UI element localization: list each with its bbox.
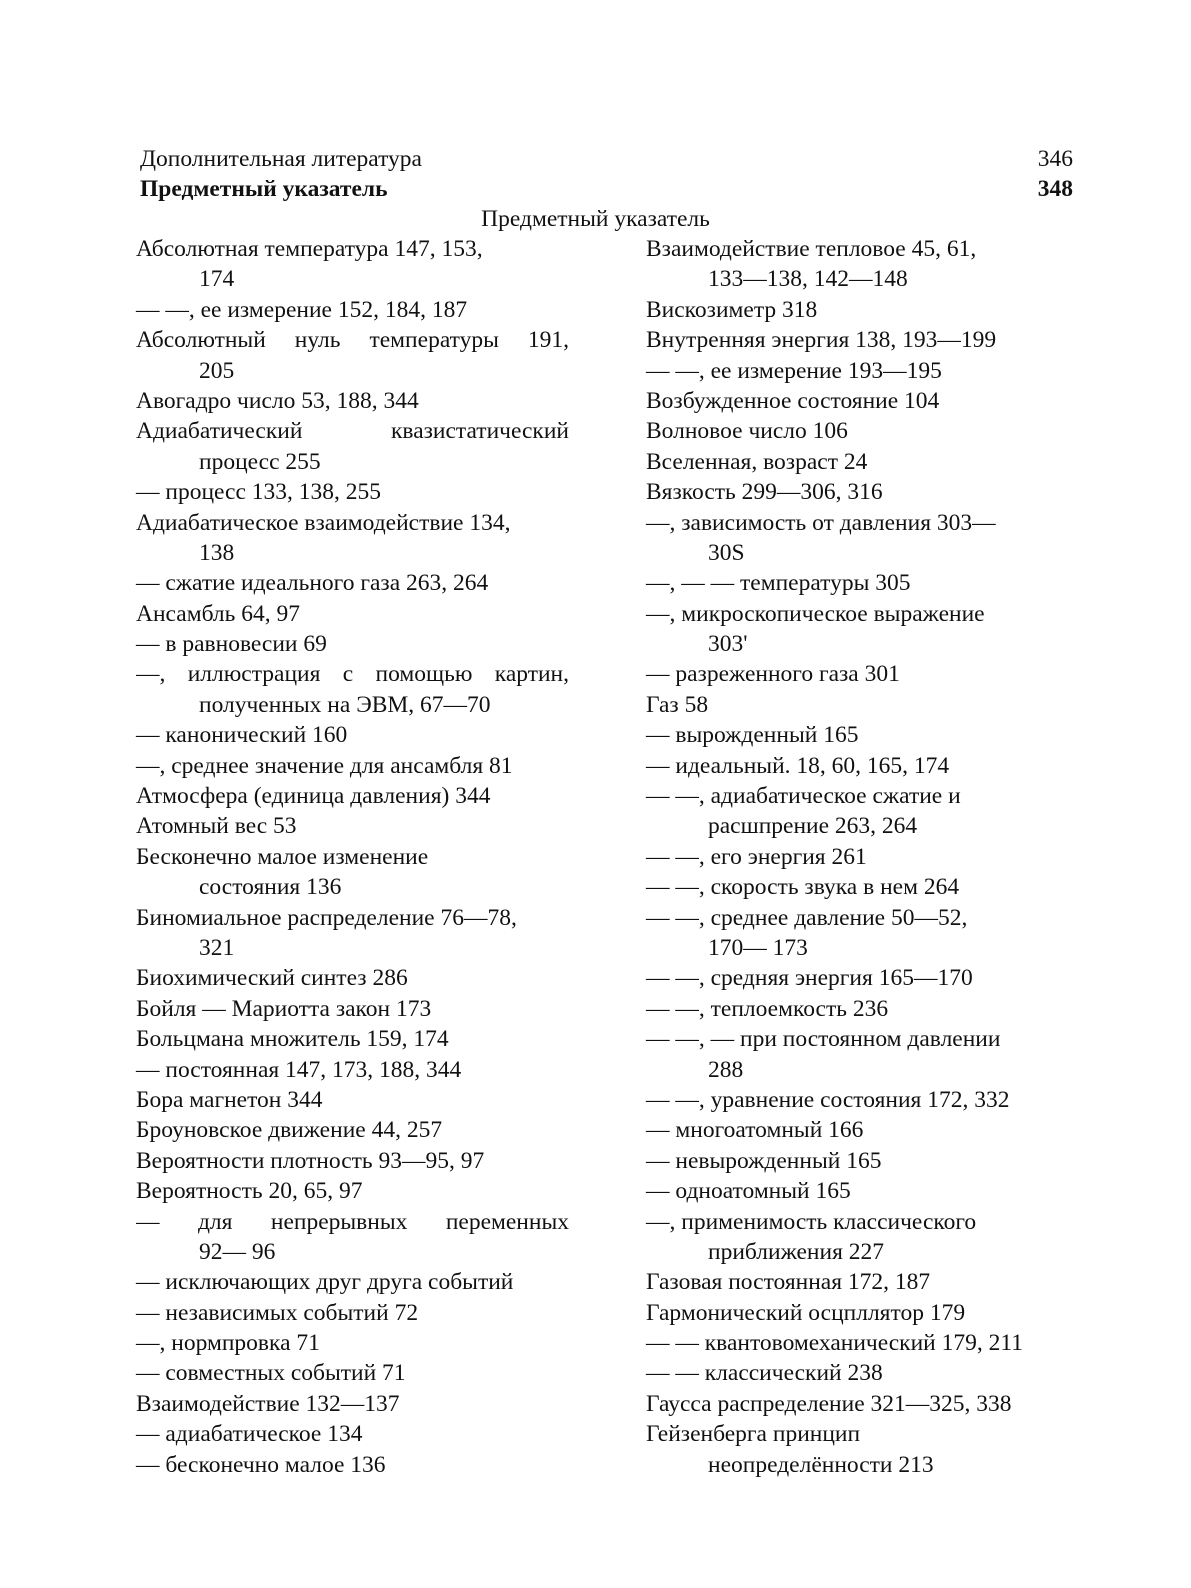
toc-page-number: 346	[1037, 146, 1073, 172]
index-entry: — —, адиабатическое сжатие и	[646, 783, 961, 810]
index-entry: — —, его энергия 261	[646, 843, 867, 870]
index-entry: — в равновесии 69	[136, 631, 327, 658]
index-entry: — идеальный. 18, 60, 165, 174	[646, 752, 950, 779]
index-entry: Гармонический осцпллятор 179	[646, 1299, 966, 1326]
index-entry: —, применимость классического	[646, 1208, 977, 1235]
index-entry-continuation: 138	[199, 539, 235, 566]
index-entry: Волновое число 106	[646, 418, 848, 445]
index-entry: Бесконечно малое изменение	[136, 843, 429, 870]
index-entry-continuation: 92— 96	[199, 1238, 276, 1265]
index-entry: — —, средняя энергия 165—170	[646, 965, 973, 992]
index-entry: Атмосфера (единица давления) 344	[136, 783, 491, 810]
index-entry-continuation: процесс 255	[199, 448, 321, 475]
index-entry: Адиабатическое взаимодействие 134,	[136, 509, 511, 536]
index-entry: Биохимический синтез 286	[136, 965, 408, 992]
index-entry: — канонический 160	[136, 722, 348, 749]
index-entry: Атомный вес 53	[136, 813, 297, 840]
index-entry: Абсолютный нуль температуры 191,	[136, 327, 569, 354]
toc-entry-further-reading	[140, 144, 1073, 174]
index-entry: Гейзенберга принцип	[646, 1421, 861, 1448]
index-entry: Внутренняя энергия 138, 193—199	[646, 327, 997, 354]
index-entry: Вязкость 299—306, 316	[646, 479, 883, 506]
index-entry: — совместных событий 71	[136, 1360, 406, 1387]
toc-title: Предметный указатель	[140, 176, 388, 202]
index-entry: — — классический 238	[646, 1360, 883, 1387]
index-entry: — —, ее измерение 193—195	[646, 357, 942, 384]
index-entry: Бойля — Мариотта закон 173	[136, 995, 432, 1022]
index-entry: — для непрерывных переменных	[136, 1208, 569, 1235]
index-entry: Авогадро число 53, 188, 344	[136, 387, 419, 414]
index-entry-continuation: 30S	[708, 539, 745, 566]
index-entry: — —, среднее давление 50—52,	[646, 904, 968, 931]
index-entry: — —, скорость звука в нем 264	[646, 874, 960, 901]
index-heading: Предметный указатель	[481, 206, 710, 232]
index-entry: — исключающих друг друга событий	[136, 1269, 514, 1296]
index-column-left	[136, 234, 569, 1480]
index-entry: Адиабатический квазистатический	[136, 418, 569, 445]
index-entry-continuation: 170— 173	[708, 934, 808, 961]
index-entry: —, нормпровка 71	[136, 1330, 320, 1357]
index-entry: — невырожденный 165	[646, 1147, 882, 1174]
index-entry: — процесс 133, 138, 255	[136, 479, 382, 506]
index-entry: Вселенная, возраст 24	[646, 448, 868, 475]
index-entry: — —, — при постоянном давлении	[646, 1026, 1001, 1053]
index-entry: — адиабатическое 134	[136, 1421, 363, 1448]
index-entry: Ансамбль 64, 97	[136, 600, 301, 627]
index-entry-continuation: 205	[199, 357, 235, 384]
index-entry: — постоянная 147, 173, 188, 344	[136, 1056, 462, 1083]
index-entry: Броуновское движение 44, 257	[136, 1117, 443, 1144]
index-entry: — разреженного газа 301	[646, 661, 900, 688]
index-entry: — сжатие идеального газа 263, 264	[136, 570, 489, 597]
index-entry-continuation: состояния 136	[199, 874, 342, 901]
index-entry: —, — — температуры 305	[646, 570, 911, 597]
index-entry: Больцмана множитель 159, 174	[136, 1026, 449, 1053]
index-entry: Газ 58	[646, 691, 709, 718]
index-entry-continuation: 303'	[708, 631, 748, 658]
index-entry: Вероятности плотность 93—95, 97	[136, 1147, 485, 1174]
index-entry: — одноатомный 165	[646, 1178, 851, 1205]
index-entry: Возбужденное состояние 104	[646, 387, 940, 414]
toc-page-number: 348	[1037, 176, 1073, 202]
index-entry: Абсолютная температура 147, 153,	[136, 236, 483, 262]
toc-title: Дополнительная литература	[140, 146, 422, 172]
index-entry: Вероятность 20, 65, 97	[136, 1178, 363, 1205]
index-entry-continuation: расшпрение 263, 264	[708, 813, 918, 840]
index-entry: — —, ее измерение 152, 184, 187	[136, 296, 468, 323]
index-entry: Биномиальное распределение 76—78,	[136, 904, 517, 931]
index-entry: — —, уравнение состояния 172, 332	[646, 1086, 1010, 1113]
toc-entry-subject-index	[140, 174, 1073, 204]
index-entry: —, зависимость от давления 303—	[646, 509, 996, 536]
index-entry: — независимых событий 72	[136, 1299, 419, 1326]
index-entry: — —, теплоемкость 236	[646, 995, 889, 1022]
index-entry: — многоатомный 166	[646, 1117, 864, 1144]
index-entry: Гаусса распределение 321—325, 338	[646, 1390, 1012, 1417]
index-entry: Газовая постоянная 172, 187	[646, 1269, 931, 1296]
index-entry-continuation: полученных на ЭВМ, 67—70	[199, 691, 491, 718]
index-entry: Вискозиметр 318	[646, 296, 818, 323]
index-column-right	[646, 234, 1078, 1480]
index-entry: —, микроскопическое выражение	[646, 600, 985, 627]
index-entry: Взаимодействие 132—137	[136, 1390, 400, 1417]
index-entry-continuation: 174	[199, 266, 235, 293]
index-entry: Взаимодействие тепловое 45, 61,	[646, 236, 977, 262]
index-entry: Бора магнетон 344	[136, 1086, 323, 1113]
index-entry-continuation: 288	[708, 1056, 744, 1083]
index-entry-continuation: 321	[199, 934, 235, 961]
index-entry: — — квантовомеханический 179, 211	[646, 1330, 1024, 1357]
index-entry-continuation: 133—138, 142—148	[708, 266, 908, 293]
index-entry: —, иллюстрация с помощью картин,	[136, 661, 569, 688]
index-entry: — бесконечно малое 136	[136, 1451, 386, 1478]
index-entry-continuation: неопределённости 213	[708, 1451, 934, 1478]
index-entry-continuation: приближения 227	[708, 1238, 885, 1265]
index-entry: — вырожденный 165	[646, 722, 859, 749]
index-entry: —, среднее значение для ансамбля 81	[136, 752, 513, 779]
